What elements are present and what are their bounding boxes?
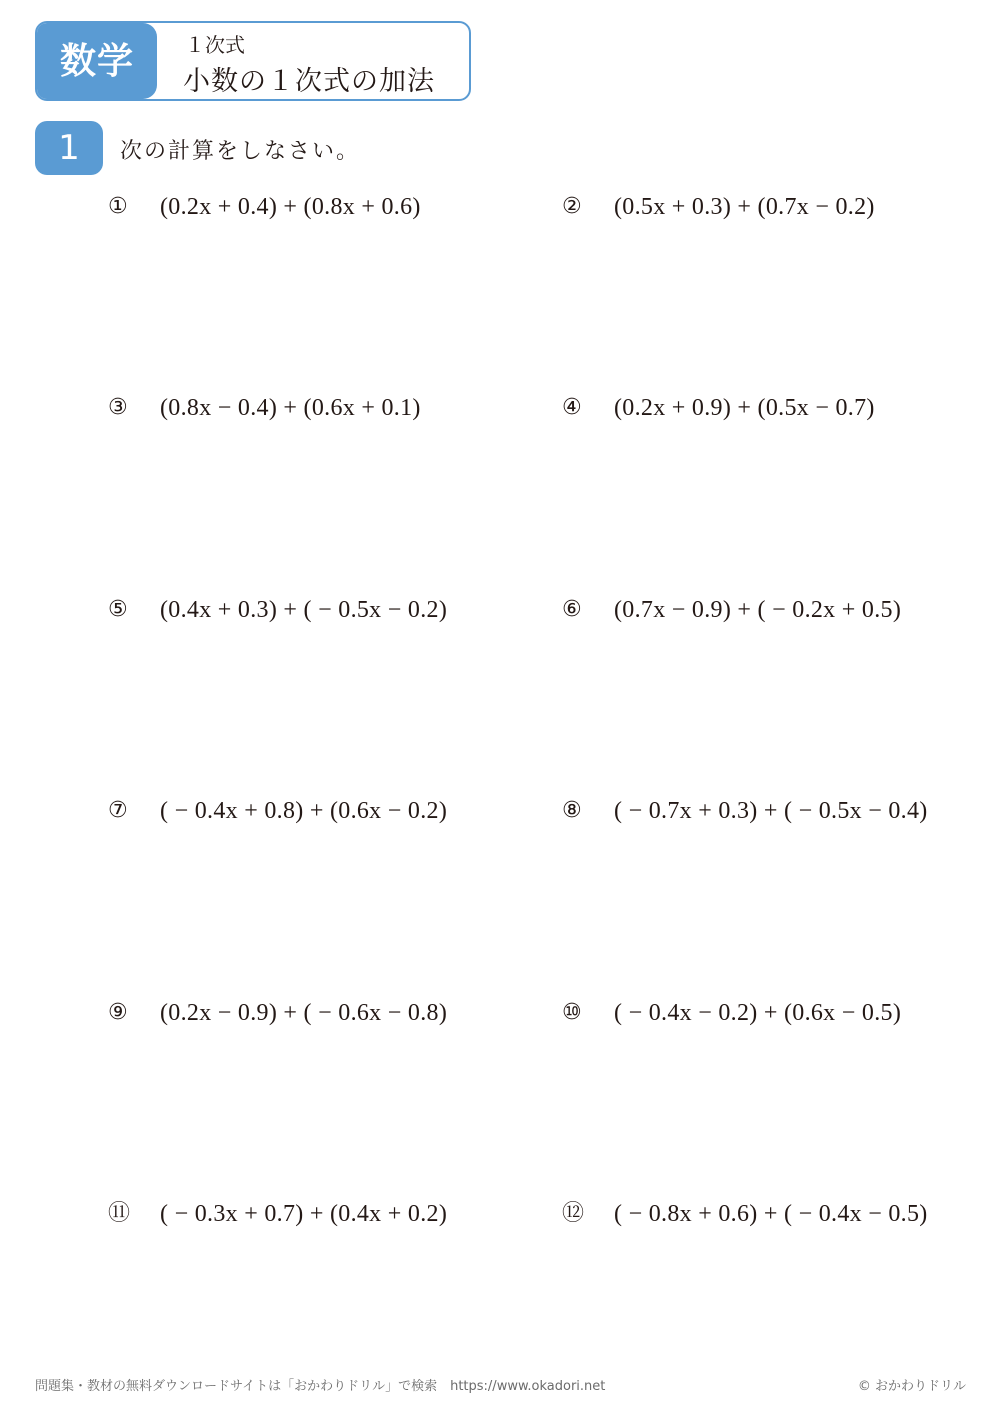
problem-expression: (0.2x − 0.9) + ( − 0.6x − 0.8) [160,1000,448,1026]
footer-site-info: 問題集・教材の無料ダウンロードサイトは「おかわりドリル」で検索 https://www.okadori.net [35,1379,606,1394]
worksheet-header [35,21,471,101]
problem-expression: (0.8x − 0.4) + (0.6x + 0.1) [160,395,421,421]
problem-item [108,1197,447,1231]
subject-label: 数学 [37,23,157,99]
footer-copyright: © おかわりドリル [857,1379,966,1394]
problem-number: ⑦ [108,798,128,823]
problem-item [562,794,928,828]
problem-item [108,593,447,627]
problem-number: ③ [108,395,128,420]
problem-expression: (0.4x + 0.3) + ( − 0.5x − 0.2) [160,597,448,623]
problem-expression: ( − 0.4x + 0.8) + (0.6x − 0.2) [160,798,448,824]
question-instruction: 次の計算をしなさい。 [120,139,361,164]
problem-item [108,996,447,1030]
problem-item [562,391,875,425]
problem-number: ⑫ [562,1201,585,1226]
problem-item [562,593,901,627]
problem-number: ⑪ [108,1201,131,1226]
problem-number: ⑤ [108,597,128,622]
problem-expression: ( − 0.3x + 0.7) + (0.4x + 0.2) [160,1201,448,1227]
problem-number: ⑨ [108,1000,128,1025]
problem-item [562,996,901,1030]
problem-expression: ( − 0.4x − 0.2) + (0.6x − 0.5) [614,1000,902,1026]
question-number-badge: 1 [35,121,103,175]
problem-expression: ( − 0.8x + 0.6) + ( − 0.4x − 0.5) [614,1201,928,1227]
problem-expression: (0.7x − 0.9) + ( − 0.2x + 0.5) [614,597,902,623]
problem-expression: ( − 0.7x + 0.3) + ( − 0.5x − 0.4) [614,798,928,824]
unit-name: １次式 [185,33,245,57]
problem-number: ⑥ [562,597,582,622]
problem-item [562,1197,928,1231]
problem-number: ① [108,194,128,219]
problem-item [108,190,421,224]
problem-item [562,190,875,224]
problem-number: ⑧ [562,798,582,823]
problem-expression: (0.5x + 0.3) + (0.7x − 0.2) [614,194,875,220]
problem-item [108,794,447,828]
problem-number: ② [562,194,582,219]
problem-expression: (0.2x + 0.9) + (0.5x − 0.7) [614,395,875,421]
problem-expression: (0.2x + 0.4) + (0.8x + 0.6) [160,194,421,220]
page-title: 小数の１次式の加法 [183,66,435,97]
problem-number: ⑩ [562,1000,582,1025]
problem-number: ④ [562,395,582,420]
problem-item [108,391,421,425]
